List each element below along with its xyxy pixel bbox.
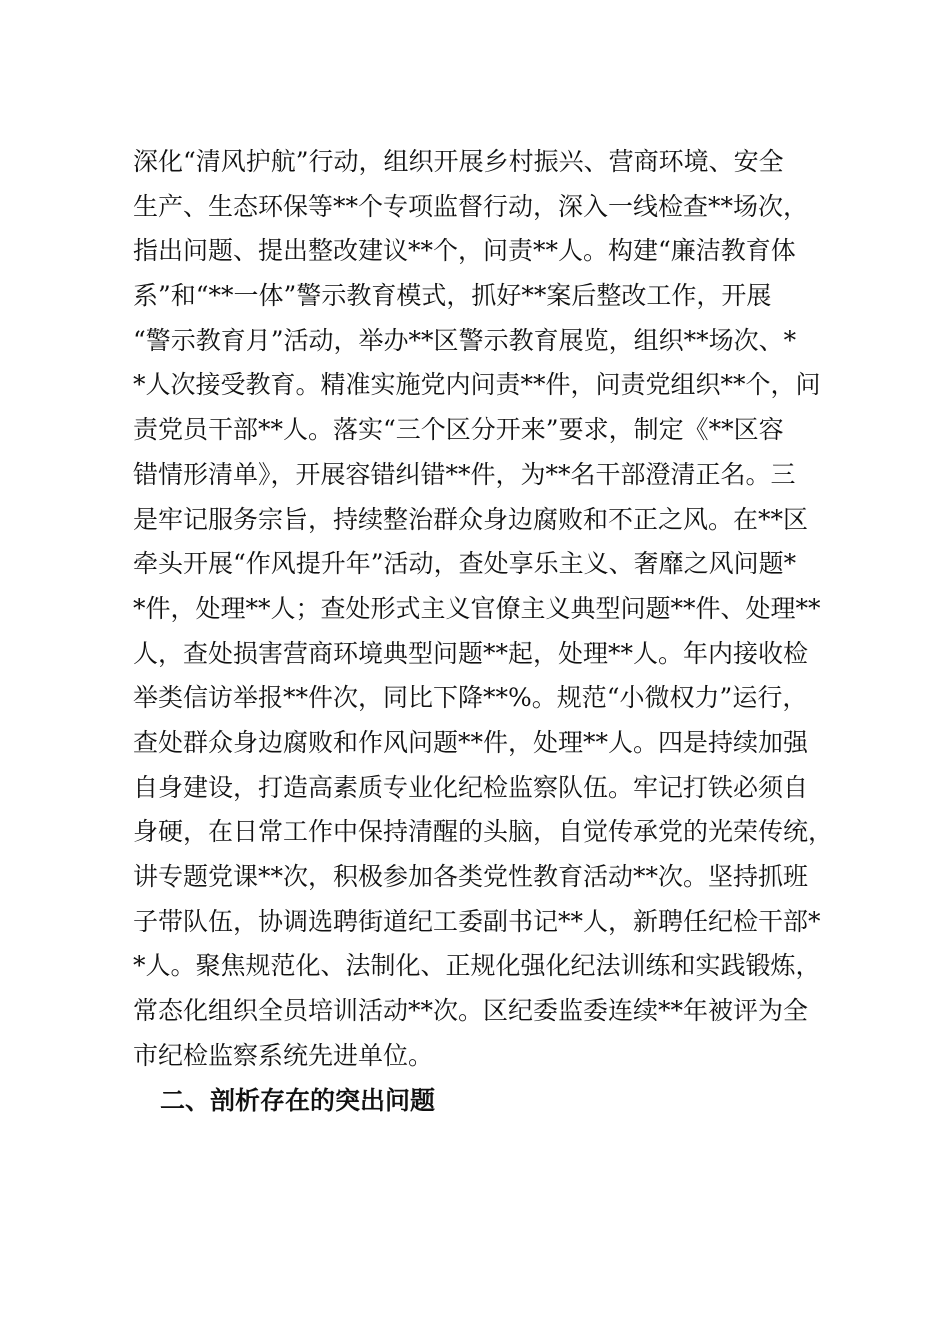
- text-line: 举类信访举报**件次，同比下降**%。规范“小微权力”运行，: [133, 683, 808, 713]
- text-line: 责党员干部**人。落实“三个区分开来”要求，制定《**区容: [133, 415, 784, 445]
- text-line: 市纪检监察系统先进单位。: [133, 1040, 434, 1070]
- text-line: 指出问题、提出整改建议**个，问责**人。构建“廉洁教育体: [133, 236, 796, 266]
- section-heading: 二、剖析存在的突出问题: [160, 1086, 436, 1115]
- text-line: 是牢记服务宗旨，持续整治群众身边腐败和不正之风。在**区: [133, 504, 809, 534]
- text-line: 人，查处损害营商环境典型问题**起，处理**人。年内接收检: [133, 638, 809, 668]
- text-line: 查处群众身边腐败和作风问题**件，处理**人。四是持续加强: [133, 727, 809, 757]
- body-paragraph: [133, 140, 833, 1078]
- text-line: *件，处理**人；查处形式主义官僚主义典型问题**件、处理**: [133, 593, 821, 623]
- text-line: 身硬，在日常工作中保持清醒的头脑，自觉传承党的光荣传统，: [133, 817, 834, 847]
- text-line: 系”和“**一体”警示教育模式，抓好**案后整改工作，开展: [133, 281, 772, 311]
- text-line: 生产、生态环保等**个专项监督行动，深入一线检查**场次，: [133, 191, 809, 221]
- text-line: *人次接受教育。精准实施党内问责**件，问责党组织**个，问: [133, 370, 821, 400]
- text-line: “警示教育月”活动，举办**区警示教育展览，组织**场次、*: [133, 325, 797, 355]
- text-line: 错情形清单》，开展容错纠错**件，为**名干部澄清正名。三: [133, 459, 796, 489]
- text-line: 讲专题党课**次，积极参加各类党性教育活动**次。坚持抓班: [133, 862, 809, 891]
- text-line: 子带队伍，协调选聘街道纪工委副书记**人，新聘任纪检干部*: [133, 906, 821, 936]
- text-line: 深化“清风护航”行动，组织开展乡村振兴、营商环境、安全: [133, 147, 784, 176]
- text-line: *人。聚焦规范化、法制化、正规化强化纪法训练和实践锻炼，: [133, 951, 821, 981]
- text-line: 牵头开展“作风提升年”活动，查处享乐主义、奢靡之风问题*: [133, 549, 797, 579]
- text-line: 自身建设，打造高素质专业化纪检监察队伍。牢记打铁必须自: [133, 772, 809, 802]
- text-line: 常态化组织全员培训活动**次。区纪委监委连续**年被评为全: [133, 996, 809, 1026]
